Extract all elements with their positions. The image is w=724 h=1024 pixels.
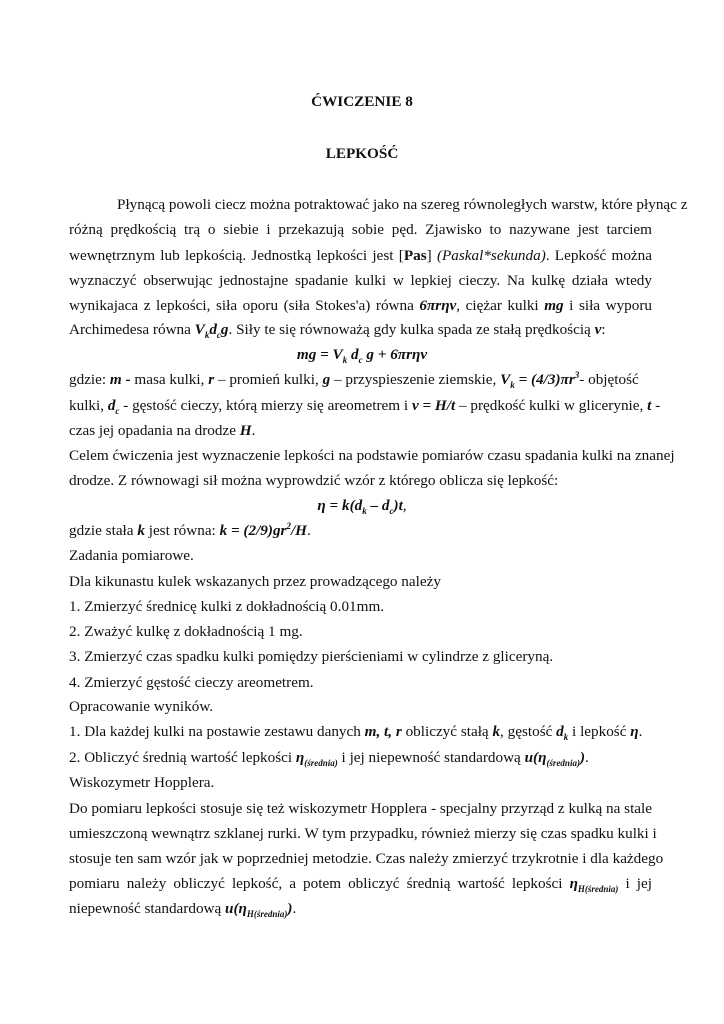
task-item: 3. Zmierzyć czas spadku kulki pomiędzy pierścieniami w cylindrze z gliceryną. bbox=[69, 648, 554, 665]
page-title: ĆWICZENIE 8 bbox=[311, 93, 413, 110]
where-line-3: czas jej opadania na drodze H. bbox=[69, 422, 256, 439]
where-line-2: kulki, $d_c$ - gęstość cieczy, którą mierzy się areometrem i v = H/t – prędkość kulki w glicerynie, t - bbox=[69, 397, 661, 417]
equation-viscosity: $\eta = k(d_k - d_c)t$, bbox=[317, 497, 407, 517]
intro-line-3: wewnętrznym lub lepkością. Jednostką lepkości jest [Pas] (Paskal*sekunda). Lepkość można bbox=[69, 247, 653, 264]
hoppler-line-4: pomiaru należy obliczyć lepkość, a potem obliczyć średnią wartość lepkości $\eta_{H(średnia)}$ i jej bbox=[69, 875, 652, 895]
equation-forces: mg = $V_k$ $d_c$ g + 6πrηv bbox=[296, 346, 428, 366]
tasks-intro: Dla kikunastu kulek wskazanych przez prowadzącego należy bbox=[69, 573, 441, 590]
tasks-heading: Zadania pomiarowe. bbox=[69, 547, 194, 564]
results-item-1: 1. Dla każdej kulki na postawie zestawu danych m, t, r obliczyć stałą k, gęstość $d_k$ i lepkość η. bbox=[69, 723, 643, 743]
page-subtitle: LEPKOŚĆ bbox=[325, 145, 399, 162]
hoppler-line-1: Do pomiaru lepkości stosuje się też wiskozymetr Hopplera - specjalny przyrząd z kulką na stale bbox=[69, 800, 652, 817]
goal-line-2: drodze. Z równowagi sił można wyprowdzić wzór z którego oblicza się lepkość: bbox=[69, 472, 559, 489]
hoppler-line-5: niepewność standardową $u(\eta_{H(średnia)})$. bbox=[69, 900, 297, 920]
results-heading: Opracowanie wyników. bbox=[69, 698, 214, 715]
intro-line-1: Płynącą powoli ciecz można potraktować jako na szereg równoległych warstw, które płynąc z bbox=[117, 196, 688, 213]
intro-line-4: wyznaczyć obserwując jednostajne spadanie kulki w lepkiej cieczy. Na kulkę działa wtedy bbox=[69, 272, 652, 289]
intro-line-6: Archimedesa równa $V_kd_cg$. Siły te się równoważą gdy kulka spada ze stałą prędkością v: bbox=[69, 321, 606, 341]
task-item: 4. Zmierzyć gęstość cieczy areometrem. bbox=[69, 674, 314, 691]
hoppler-line-3: stosuje ten sam wzór jak w poprzedniej metodzie. Czas należy zmierzyć trzykrotnie i dla każdego bbox=[69, 850, 664, 867]
hoppler-line-2: umieszczoną wewnątrz szklanej rurki. W tym przypadku, również mierzy się czas spadku kulki i bbox=[69, 825, 657, 842]
where-line-1: gdzie: m - masa kulki, r – promień kulki, g – przyspieszenie ziemskie, $V_k = (4/3)\pi r^3-$ objętość bbox=[69, 369, 639, 391]
task-item: 1. Zmierzyć średnicę kulki z dokładnością 0.01mm. bbox=[69, 598, 385, 615]
constant-line: gdzie stała k jest równa: $k = (2/9)gr^2/H$. bbox=[69, 520, 311, 539]
intro-line-2: różną prędkością trą o siebie i przekazują sobie pęd. Zjawisko to nazywane jest tarciem bbox=[69, 221, 652, 238]
results-item-2: 2. Obliczyć średnią wartość lepkości $\eta_{(średnia)}$ i jej niepewność standardową $u(\eta_{(średnia)})$. bbox=[69, 749, 589, 769]
task-item: 2. Zważyć kulkę z dokładnością 1 mg. bbox=[69, 623, 303, 640]
hoppler-heading: Wiskozymetr Hopplera. bbox=[69, 774, 215, 791]
intro-line-5: wynikajaca z lepkości, siła oporu (siła Stokes'a) równa 6πrηv, ciężar kulki mg i siła wyporu bbox=[69, 297, 652, 314]
goal-line-1: Celem ćwiczenia jest wyznaczenie lepkości na podstawie pomiarów czasu spadania kulki na znanej bbox=[69, 447, 675, 464]
